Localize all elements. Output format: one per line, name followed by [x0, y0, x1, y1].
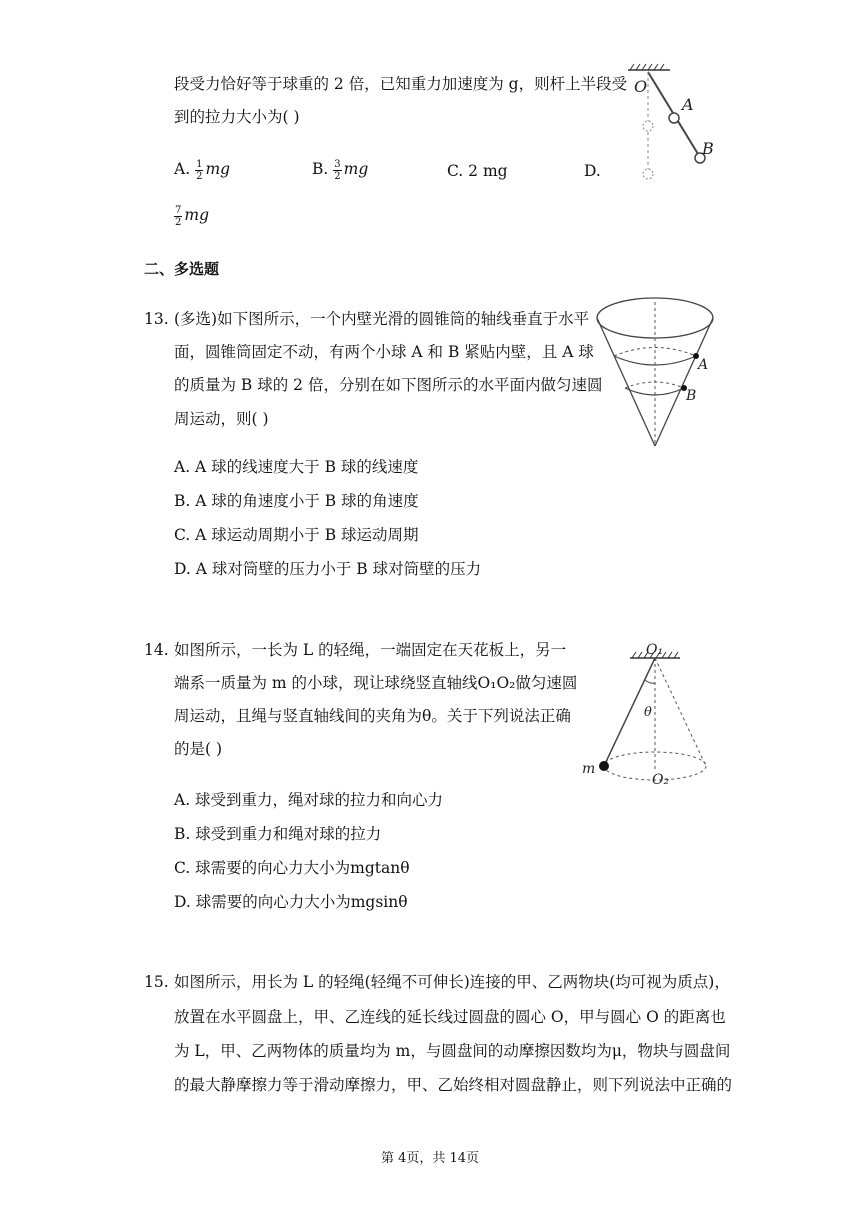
q12-option-b-fraction	[333, 159, 341, 182]
q14-label-o2: O₂	[652, 772, 670, 786]
section-heading: 二、多选题	[144, 260, 220, 278]
q12-option-d	[174, 204, 209, 228]
q14-line-4: 的是( )	[174, 740, 223, 758]
q12-label-b: B	[702, 139, 714, 158]
q13-line-2: 面，圆锥筒固定不动，有两个小球 A 和 B 紧贴内壁，且 A 球	[174, 343, 594, 361]
q15-line-2: 放置在水平圆盘上，甲、乙连线的延长线过圆盘的圆心 O，甲与圆心 O 的距离也	[174, 1008, 726, 1026]
q15-line-3: 为 L，甲、乙两物体的质量均为 m，与圆盘间的动摩擦因数均为μ，物块与圆盘间	[174, 1042, 731, 1060]
q14-label-o1: O₁	[646, 642, 664, 658]
q14-label-m: m	[582, 761, 596, 777]
q14-line-3: 周运动，且绳与竖直轴线间的夹角为θ。关于下列说法正确	[174, 707, 571, 725]
q12-option-d-tail: mg	[184, 206, 209, 224]
q12-option-b-label: B.	[312, 160, 329, 178]
q15-line-1: 如图所示，用长为 L 的轻绳(轻绳不可伸长)连接的甲、乙两物块(均可视为质点)，	[174, 973, 730, 991]
q12-option-d-numerator: 7	[175, 204, 182, 216]
q13-option-a: A. A 球的线速度大于 B 球的线速度	[174, 458, 419, 476]
q15-line-4: 的最大静摩擦力等于滑动摩擦力，甲、乙始终相对圆盘静止，则下列说法中正确的	[174, 1076, 733, 1094]
q13-number: 13.	[144, 310, 169, 328]
q13-label-a: A	[698, 357, 709, 373]
q12-option-c-text: 2 mg	[468, 162, 508, 180]
q14-option-a: A. 球受到重力，绳对球的拉力和向心力	[174, 791, 444, 809]
q12-option-b	[312, 158, 368, 182]
q12-rod-figure	[618, 62, 728, 190]
q14-line-1: 如图所示，一长为 L 的轻绳，一端固定在天花板上，另一	[174, 641, 567, 659]
q12-option-b-numerator: 3	[334, 158, 341, 170]
q14-option-b: B. 球受到重力和绳对球的拉力	[174, 825, 382, 843]
q13-option-d: D. A 球对筒壁的压力小于 B 球对筒壁的压力	[174, 560, 482, 578]
q12-option-a-fraction	[195, 159, 203, 182]
q13-option-c: C. A 球运动周期小于 B 球运动周期	[174, 526, 419, 544]
q14-line-2: 端系一质量为 m 的小球，现让球绕竖直轴线O₁O₂做匀速圆	[174, 674, 578, 692]
q14-label-theta: θ	[644, 705, 652, 720]
q12-option-c	[447, 160, 508, 182]
q14-number: 14.	[144, 641, 169, 659]
q14-pendulum-figure	[576, 636, 716, 786]
q12-option-d-fraction	[174, 205, 182, 228]
q13-line-4: 周运动，则( )	[174, 410, 269, 428]
q12-option-a-tail: mg	[205, 160, 231, 178]
q12-option-a	[174, 158, 230, 182]
q12-label-o: O	[634, 77, 648, 96]
q12-option-a-denominator: 2	[196, 170, 203, 182]
q12-option-d-denominator: 2	[175, 216, 182, 228]
q14-option-c: C. 球需要的向心力大小为mgtanθ	[174, 859, 410, 877]
page-footer: 第 4页，共 14页	[380, 1151, 480, 1166]
q13-label-b: B	[686, 388, 697, 404]
q12-option-c-label: C.	[447, 162, 464, 180]
q15-number: 15.	[144, 973, 169, 991]
q13-option-b: B. A 球的角速度小于 B 球的角速度	[174, 492, 419, 510]
q12-line-1: 段受力恰好等于球重的 2 倍，已知重力加速度为 g，则杆上半段受	[174, 75, 628, 93]
q12-option-d-label: D.	[584, 162, 601, 180]
q13-line-1: (多选)如下图所示，一个内壁光滑的圆锥筒的轴线垂直于水平	[174, 310, 590, 328]
q12-option-a-label: A.	[174, 160, 191, 178]
q12-option-a-numerator: 1	[196, 158, 203, 170]
q14-option-d: D. 球需要的向心力大小为mgsinθ	[174, 893, 408, 911]
q13-cone-figure	[592, 294, 718, 450]
q12-option-b-denominator: 2	[334, 170, 341, 182]
q12-line-2: 到的拉力大小为( )	[174, 108, 300, 126]
q12-option-b-tail: mg	[343, 160, 369, 178]
q12-label-a: A	[682, 95, 694, 114]
q13-line-3: 的质量为 B 球的 2 倍，分别在如下图所示的水平面内做匀速圆	[174, 376, 603, 394]
